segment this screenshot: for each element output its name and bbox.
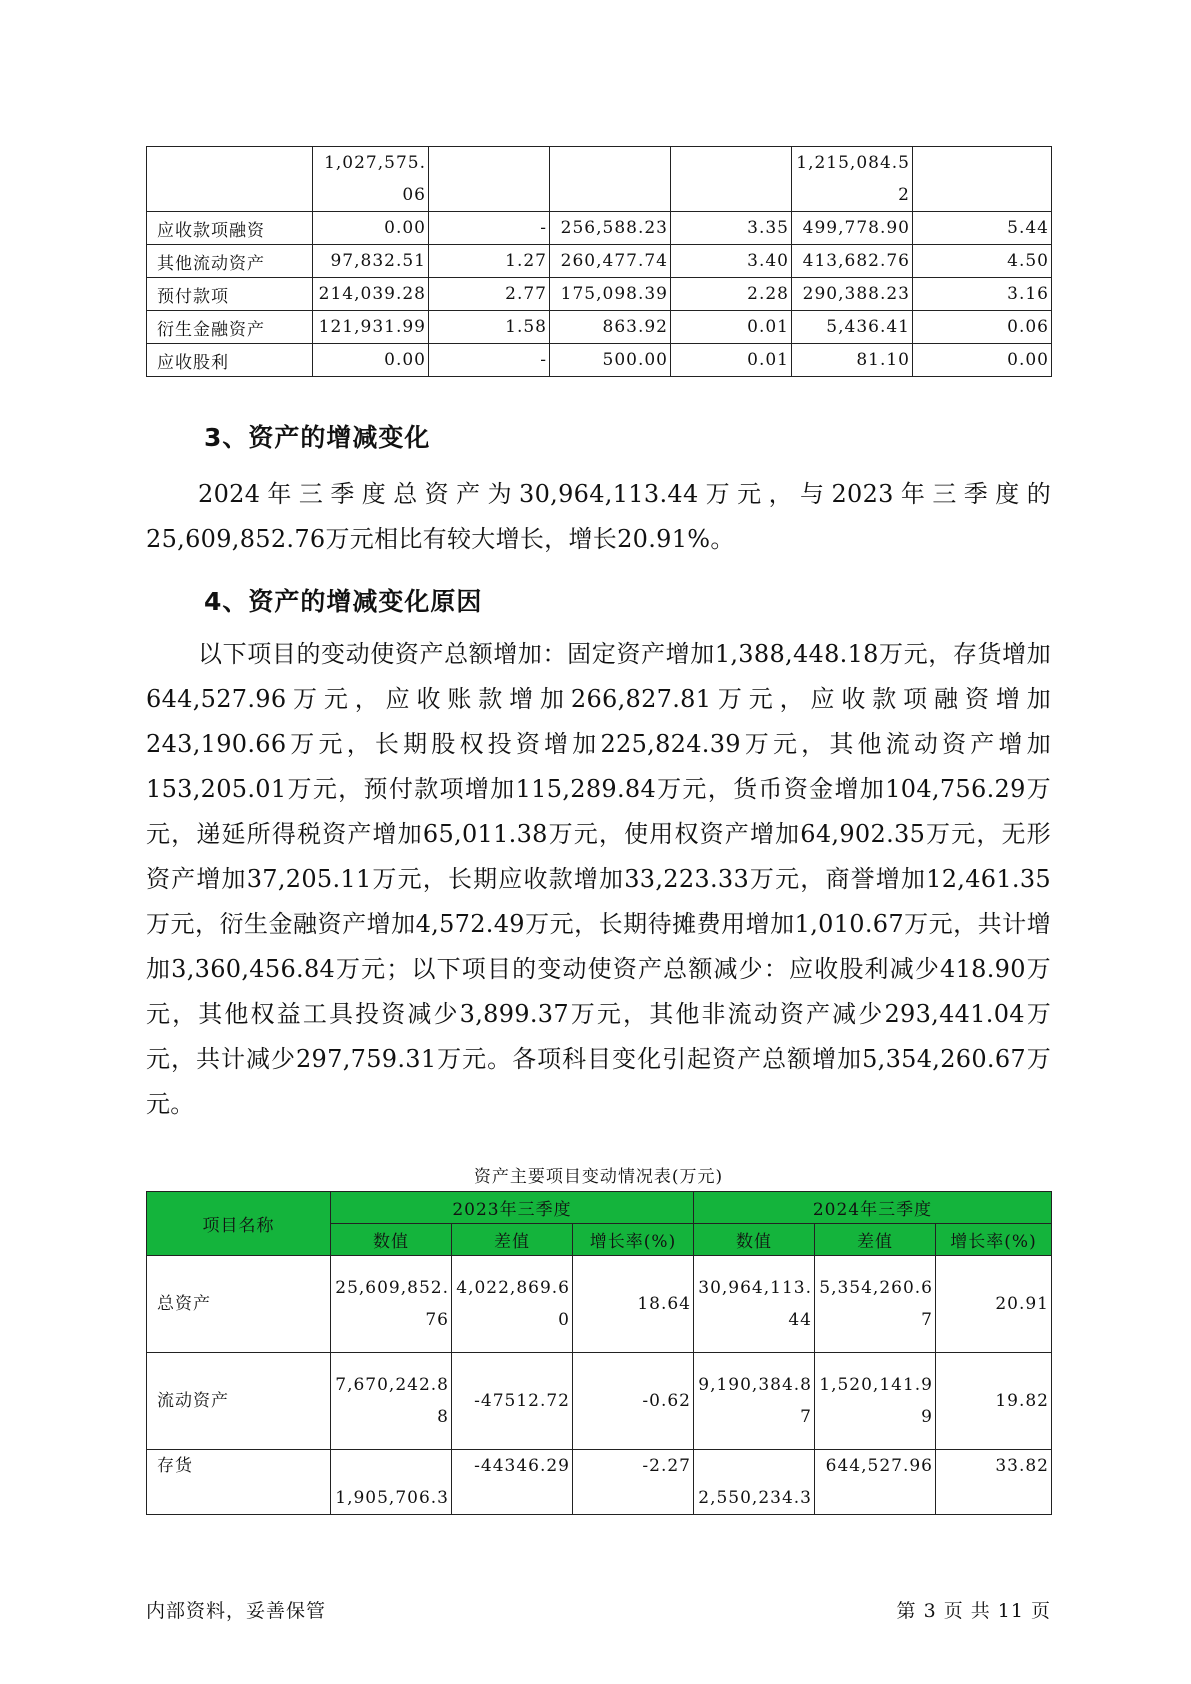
cell — [550, 147, 671, 212]
cell: 290,388.23 — [792, 278, 913, 311]
header-period-2023: 2023年三季度 — [331, 1192, 694, 1224]
section3-body: 2024年三季度总资产为30,964,113.44万元，与2023年三季度的25,609,852.76万元相比有较大增长，增长20.91%。 — [146, 480, 1051, 553]
header-item-name: 项目名称 — [147, 1192, 331, 1256]
cell — [671, 147, 792, 212]
cell: 413,682.76 — [792, 245, 913, 278]
table-row — [147, 212, 1052, 245]
table-row — [147, 278, 1052, 311]
cell: 1,905,706.3 — [331, 1450, 452, 1515]
section4-body: 以下项目的变动使资产总额增加：固定资产增加1,388,448.18万元，存货增加644,527.96万元，应收账款增加266,827.81万元，应收款项融资增加243,190.66万元，长期股权投资增加225,824.39万元，其他流动资产增加153,205.01万元，预付款项增加115,289.84万元，货币资金增加104,756.29万元，递延所得税资产增加65,011.38万元，使用权资产增加64,902.35万元，无形资产增加37,205.11万元，长期应收款增加33,223.33万元，商誉增加12,461.35万元，衍生金融资产增加4,572.49万元，长期待摊费用增加1,010.67万元，共计增加3,360,456.84万元；以下项目的变动使资产总额减少：应收股利减少418.90万元，其他权益工具投资减少3,899.37万元，其他非流动资产减少293,441.04万元，共计减少297,759.31万元。各项科目变化引起资产总额增加5,354,260.67万元。 — [146, 640, 1051, 1118]
cell: - — [429, 212, 550, 245]
cell: 214,039.28 — [313, 278, 429, 311]
row-label — [147, 147, 313, 212]
section3-heading: 3、资产的增减变化 — [204, 423, 431, 452]
row-label: 存货 — [147, 1450, 331, 1515]
row-label: 预付款项 — [147, 278, 313, 311]
cell: 9,190,384.87 — [694, 1353, 815, 1450]
header-period-2024: 2024年三季度 — [694, 1192, 1052, 1224]
table-row — [147, 311, 1052, 344]
cell: 3.35 — [671, 212, 792, 245]
cell: 25,609,852.76 — [331, 1256, 452, 1353]
cell: 0.00 — [913, 344, 1052, 377]
cell: 1.27 — [429, 245, 550, 278]
cell: 19.82 — [936, 1353, 1052, 1450]
cell: 2.28 — [671, 278, 792, 311]
row-label: 衍生金融资产 — [147, 311, 313, 344]
cell: 3.16 — [913, 278, 1052, 311]
cell: 3.40 — [671, 245, 792, 278]
cell: -0.62 — [573, 1353, 694, 1450]
cell: 500.00 — [550, 344, 671, 377]
cell: 5,354,260.67 — [815, 1256, 936, 1353]
cell: -2.27 — [573, 1450, 694, 1515]
row-label: 总资产 — [147, 1256, 331, 1353]
header-diff-2023: 差值 — [452, 1224, 573, 1256]
table-row — [147, 344, 1052, 377]
cell: 97,832.51 — [313, 245, 429, 278]
cell — [429, 147, 550, 212]
header-diff-2024: 差值 — [815, 1224, 936, 1256]
cell: 1,215,084.52 — [792, 147, 913, 212]
row-label: 其他流动资产 — [147, 245, 313, 278]
footer-confidential-note: 内部资料，妥善保管 — [146, 1600, 327, 1622]
table-row — [147, 1353, 1052, 1450]
cell: - — [429, 344, 550, 377]
header-row — [147, 1192, 1052, 1224]
cell: 7,670,242.88 — [331, 1353, 452, 1450]
cell: 1,520,141.99 — [815, 1353, 936, 1450]
top-asset-table — [146, 146, 1052, 377]
footer-page-number: 第 3 页 共 11 页 — [896, 1600, 1051, 1622]
header-rate-2023: 增长率(%) — [573, 1224, 694, 1256]
cell: 1.58 — [429, 311, 550, 344]
cell: 81.10 — [792, 344, 913, 377]
table-caption: 资产主要项目变动情况表(万元) — [473, 1167, 724, 1187]
cell: 4.50 — [913, 245, 1052, 278]
cell: 121,931.99 — [313, 311, 429, 344]
cell: 0.01 — [671, 311, 792, 344]
section4-heading: 4、资产的增减变化原因 — [204, 587, 483, 616]
cell: 18.64 — [573, 1256, 694, 1353]
table-row — [147, 1450, 1052, 1515]
cell: 0.00 — [313, 344, 429, 377]
cell: 4,022,869.60 — [452, 1256, 573, 1353]
asset-change-table — [146, 1191, 1052, 1515]
header-rate-2024: 增长率(%) — [936, 1224, 1052, 1256]
table-row — [147, 1256, 1052, 1353]
table-row — [147, 147, 1052, 212]
header-value-2024: 数值 — [694, 1224, 815, 1256]
row-label: 应收款项融资 — [147, 212, 313, 245]
cell: 0.06 — [913, 311, 1052, 344]
cell: 644,527.96 — [815, 1450, 936, 1515]
cell: 30,964,113.44 — [694, 1256, 815, 1353]
cell: 1,027,575.06 — [313, 147, 429, 212]
cell: 2.77 — [429, 278, 550, 311]
cell: 0.01 — [671, 344, 792, 377]
cell: 5,436.41 — [792, 311, 913, 344]
cell: 499,778.90 — [792, 212, 913, 245]
table-row — [147, 245, 1052, 278]
cell: 0.00 — [313, 212, 429, 245]
cell: 260,477.74 — [550, 245, 671, 278]
header-value-2023: 数值 — [331, 1224, 452, 1256]
cell: 863.92 — [550, 311, 671, 344]
row-label: 流动资产 — [147, 1353, 331, 1450]
cell: 5.44 — [913, 212, 1052, 245]
cell: -44346.29 — [452, 1450, 573, 1515]
cell: 175,098.39 — [550, 278, 671, 311]
cell: 20.91 — [936, 1256, 1052, 1353]
cell: -47512.72 — [452, 1353, 573, 1450]
row-label: 应收股利 — [147, 344, 313, 377]
cell: 256,588.23 — [550, 212, 671, 245]
cell — [913, 147, 1052, 212]
cell: 2,550,234.3 — [694, 1450, 815, 1515]
cell: 33.82 — [936, 1450, 1052, 1515]
